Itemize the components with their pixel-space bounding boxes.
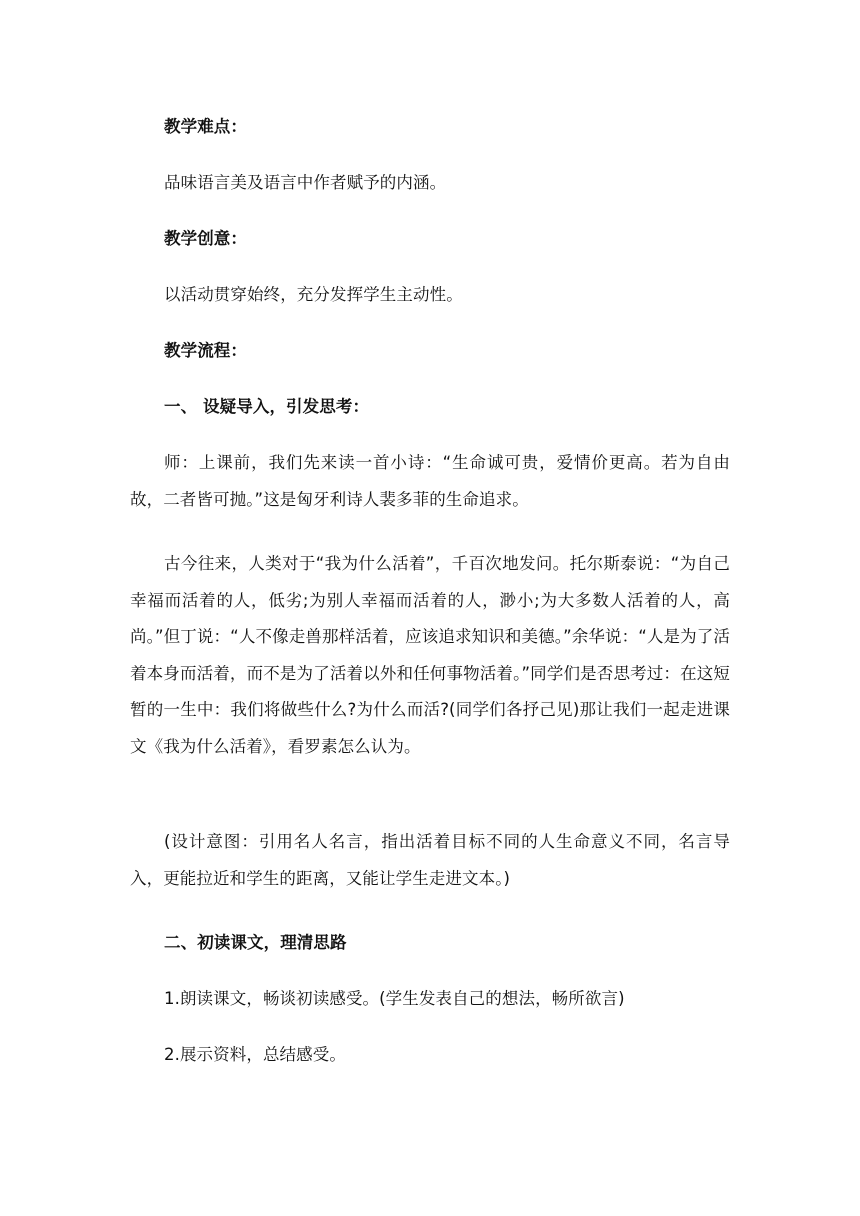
list-item-2: 2.展示资料，总结感受。: [164, 1045, 346, 1064]
heading-teaching-creativity: 教学创意：: [164, 229, 247, 248]
paragraph-difficulty-content: 品味语言美及语言中作者赋予的内涵。: [164, 173, 447, 192]
paragraph-creativity-content: 以活动贯穿始终，充分发挥学生主动性。: [164, 285, 463, 304]
heading-teaching-process: 教学流程：: [164, 341, 247, 360]
list-item-1: 1.朗读课文，畅谈初读感受。(学生发表自己的想法，畅所欲言): [164, 989, 625, 1008]
heading-section-one: 一、 设疑导入，引发思考：: [164, 397, 370, 416]
paragraph-design-intent: (设计意图：引用名人名言，指出活着目标不同的人生命意义不同，名言导入，更能拉近和学生的距离，又能让学生走进文本。): [130, 832, 730, 888]
heading-section-two: 二、初读课文，理清思路: [164, 933, 347, 952]
paragraph-quotes: 古今往来，人类对于“我为什么活着”，千百次地发问。托尔斯泰说：“为自己幸福而活着的人，低劣;为别人幸福而活着的人，渺小;为大多数人活着的人，高尚。”但丁说：“人不像走兽那样活着，应该追求知识和美德。”余华说：“人是为了活着本身而活着，而不是为了活着以外和任何事物活着。”同学们是否思考过：在这短暂的一生中：我们将做些什么?为什么而活?(同学们各抒己见)那让我们一起走进课文《我为什么活着》，看罗素怎么认为。: [130, 554, 730, 756]
paragraph-teacher-intro: 师：上课前，我们先来读一首小诗：“生命诚可贵，爱情价更高。若为自由故，二者皆可抛。”这是匈牙利诗人裴多菲的生命追求。: [130, 453, 730, 509]
document-page: [130, 0, 730, 1216]
heading-teaching-difficulty: 教学难点：: [164, 117, 247, 136]
